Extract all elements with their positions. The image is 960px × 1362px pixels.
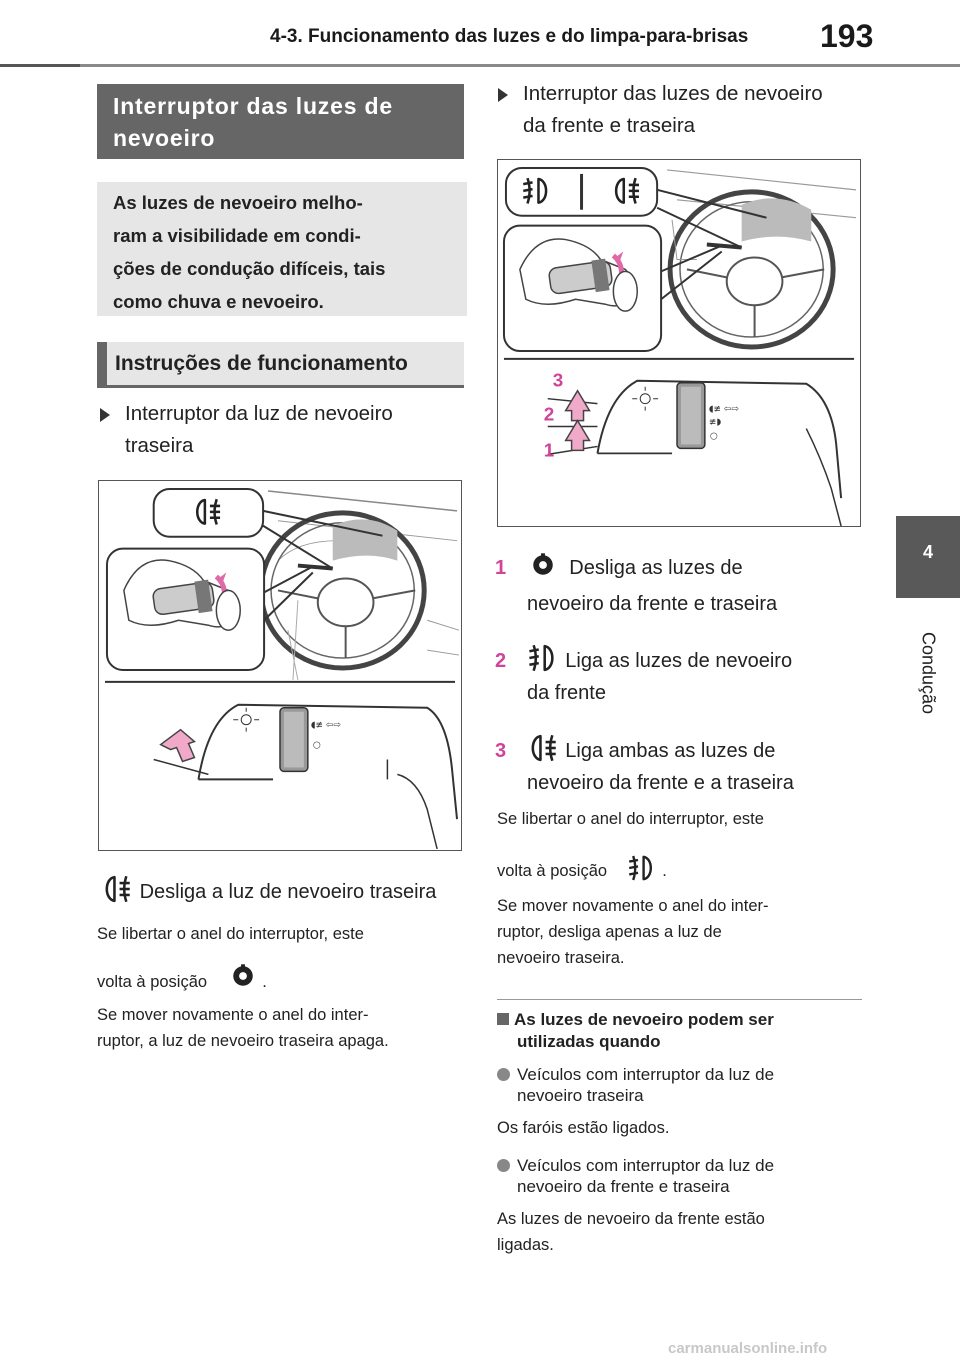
usage-heading-text: As luzes de nevoeiro podem ser xyxy=(514,1010,774,1029)
item-text: Desliga as luzes de xyxy=(569,557,743,579)
circle-bullet-icon xyxy=(497,1159,510,1172)
watermark[interactable]: carmanualsonline.info xyxy=(668,1340,828,1357)
bullet-arrow-icon xyxy=(100,408,110,422)
header-title: 4-3. Funcionamento das luzes e do limpa-para-brisas xyxy=(270,26,749,47)
fog-off-icon xyxy=(230,963,258,991)
intro-box xyxy=(97,182,467,316)
fog-item-1 xyxy=(495,552,743,583)
item-text: nevoeiro da frente e a traseira xyxy=(527,772,794,794)
page-number: 193 xyxy=(820,18,874,54)
chapter-number: 4 xyxy=(922,542,933,562)
front-rear-fog-bullet xyxy=(498,78,868,142)
rear-fog-icon xyxy=(526,731,560,765)
item-number: 3 xyxy=(495,740,507,762)
front-rear-fog-switch-illustration xyxy=(498,160,860,526)
section-divider xyxy=(497,999,862,1000)
square-bullet-icon xyxy=(497,1013,509,1025)
item-text: da frente xyxy=(527,682,606,704)
rear-note-text: volta à posição xyxy=(97,973,208,991)
figure-label-3: 3 xyxy=(552,370,564,392)
bullet-text: da frente e traseira xyxy=(523,114,696,137)
section-title xyxy=(97,84,464,159)
intro-line: ram a visibilidade em condi- xyxy=(113,225,361,246)
item-text: nevoeiro da frente e traseira xyxy=(527,593,778,615)
section-title-line: Interruptor das luzes de xyxy=(113,93,393,119)
rear-fog-off-text: Desliga a luz de nevoeiro traseira xyxy=(139,881,437,903)
rear-note-line: ruptor, a luz de nevoeiro traseira apaga. xyxy=(97,1032,389,1050)
front-fog-icon xyxy=(626,852,658,884)
front-note-line xyxy=(497,852,667,884)
front-rear-fog-switch-figure xyxy=(497,159,861,527)
header-rule-accent xyxy=(0,64,80,67)
svg-text:○: ○ xyxy=(312,740,321,751)
front-note-line: Se libertar o anel do interruptor, este xyxy=(497,810,764,828)
svg-text:◖≢ ⇦⇨: ◖≢ ⇦⇨ xyxy=(310,720,341,731)
header-rule xyxy=(0,64,960,67)
item-number: 2 xyxy=(495,650,507,672)
circle-bullet-icon xyxy=(497,1068,510,1081)
usage-item-2 xyxy=(497,1155,857,1197)
rear-fog-bullet xyxy=(100,398,460,462)
usage-item-desc: Os faróis estão ligados. xyxy=(497,1119,670,1137)
fog-off-icon xyxy=(530,552,556,578)
rear-note-line xyxy=(97,963,267,995)
usage-item-text: Veículos com interruptor da luz de xyxy=(517,1065,775,1084)
front-note-line: nevoeiro traseira. xyxy=(497,949,625,967)
usage-item-text: Veículos com interruptor da luz de xyxy=(517,1156,775,1175)
svg-text:○: ○ xyxy=(709,431,718,442)
front-note-line: ruptor, desliga apenas a luz de xyxy=(497,923,722,941)
svg-text:◖≢ ⇦⇨: ◖≢ ⇦⇨ xyxy=(708,404,739,415)
usage-heading-text: utilizadas quando xyxy=(517,1032,661,1051)
chapter-label-text: Condução xyxy=(918,631,939,715)
usage-item-desc: ligadas. xyxy=(497,1236,554,1254)
intro-line: ções de condução difíceis, tais xyxy=(113,258,386,279)
bullet-text: Interruptor das luzes de nevoeiro xyxy=(523,82,823,105)
usage-item-desc: As luzes de nevoeiro da frente estão xyxy=(497,1210,765,1228)
rear-fog-switch-figure xyxy=(98,480,462,851)
front-note-text: volta à posição xyxy=(497,862,608,880)
item-text: Liga ambas as luzes de xyxy=(565,740,776,762)
rear-fog-off-line xyxy=(100,872,436,907)
intro-line: como chuva e nevoeiro. xyxy=(113,291,324,312)
intro-line: As luzes de nevoeiro melho- xyxy=(113,192,363,213)
fog-item-2 xyxy=(495,641,792,676)
rear-note-line: Se libertar o anel do interruptor, este xyxy=(97,925,364,943)
front-note-text: . xyxy=(662,862,667,880)
bullet-arrow-icon xyxy=(498,88,508,102)
front-fog-icon xyxy=(526,641,560,675)
front-note-line: Se mover novamente o anel do inter- xyxy=(497,897,769,915)
item-text: Liga as luzes de nevoeiro xyxy=(565,650,793,672)
figure-label-2: 2 xyxy=(543,404,555,426)
rear-fog-switch-illustration xyxy=(99,481,461,850)
usage-heading xyxy=(497,1009,774,1053)
figure-label-1: 1 xyxy=(543,440,555,462)
usage-item-text: nevoeiro traseira xyxy=(517,1086,644,1105)
rear-note-line: Se mover novamente o anel do inter- xyxy=(97,1006,369,1024)
section-title-line: nevoeiro xyxy=(113,125,216,151)
rear-note-text: . xyxy=(262,973,267,991)
svg-text:≢◗: ≢◗ xyxy=(708,417,722,428)
subsection-title: Instruções de funcionamento xyxy=(97,342,464,388)
item-number: 1 xyxy=(495,557,507,579)
fog-item-3 xyxy=(495,731,775,766)
chapter-label xyxy=(904,618,952,728)
rear-fog-icon xyxy=(100,872,134,906)
usage-item-text: nevoeiro da frente e traseira xyxy=(517,1177,730,1196)
bullet-text: traseira xyxy=(125,434,194,457)
bullet-text: Interruptor da luz de nevoeiro xyxy=(125,402,393,425)
usage-item-1 xyxy=(497,1064,857,1106)
